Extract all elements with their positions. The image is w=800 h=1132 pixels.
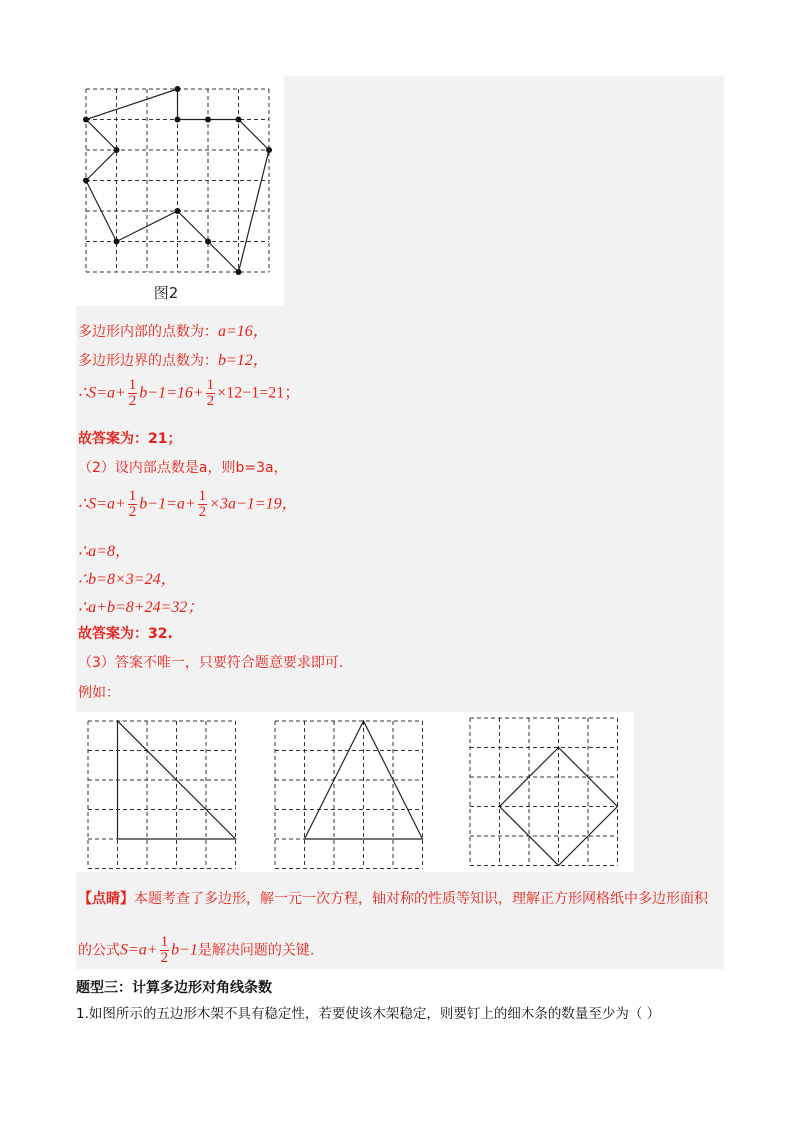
figure-2-vertex bbox=[205, 117, 211, 123]
example-grids bbox=[76, 712, 634, 872]
figure-2-vertex bbox=[83, 178, 89, 184]
figure-2-vertex bbox=[175, 117, 181, 123]
figure-2-vertex bbox=[83, 117, 89, 123]
question-1: 1.如图所示的五边形木架不具有稳定性，若要使该木架稳定，则要钉上的细木条的数量至少为（ ） bbox=[76, 1006, 661, 1022]
figure-2-vertex bbox=[175, 86, 181, 92]
figure-2-vertex bbox=[114, 239, 120, 245]
boundary-count: b=12， bbox=[218, 352, 269, 369]
comment-line-1: 【点睛】本题考查了多边形，解一元一次方程，轴对称的性质等知识，理解正方形网格纸中多边形面积 bbox=[78, 891, 708, 907]
answer-2: 故答案为：32. bbox=[78, 626, 173, 642]
comment-line-2: 的公式S=a+ $\frac{1}{2}$ b−1是解决问题的关键. bbox=[78, 934, 315, 966]
part-3: （3）答案不唯一，只要符合题意要求即可. bbox=[78, 655, 344, 671]
area-formula-line: ∴S=a+ $\frac{1}{2}$ b−1=16+ $\frac{1}{2}$ ×12−1=21； bbox=[78, 377, 301, 409]
interior-count: a=16， bbox=[218, 323, 269, 340]
example-figures bbox=[76, 712, 634, 872]
part-2-equation: ∴S=a+ $\frac{1}{2}$ b−1=a+ $\frac{1}{2}$ ×3a−1=19， bbox=[78, 488, 298, 520]
fraction-half: $\frac{1}{2}$ bbox=[128, 488, 137, 520]
example-label: 例如： bbox=[78, 685, 120, 701]
figure-2-vertex bbox=[205, 239, 211, 245]
solve-a: ∴a=8， bbox=[78, 543, 131, 560]
fraction-half: $\frac{1}{2}$ bbox=[128, 377, 137, 409]
fraction-half: $\frac{1}{2}$ bbox=[198, 488, 207, 520]
figure-2-vertex bbox=[114, 147, 120, 153]
part-2-setup: （2）设内部点数是a，则b=3a， bbox=[78, 460, 288, 476]
figure-2-vertex bbox=[266, 147, 272, 153]
comment-tag: 【点睛】 bbox=[78, 891, 134, 907]
solve-sum: ∴a+b=8+24=32； bbox=[78, 599, 204, 616]
solve-b: ∴b=8×3=24， bbox=[78, 571, 177, 588]
figure-2-grid bbox=[76, 76, 284, 306]
boundary-points-line: 多边形边界的点数为：b=12， bbox=[78, 352, 269, 369]
figure-2-vertex bbox=[236, 117, 242, 123]
figure-2-caption: 图2 bbox=[153, 284, 179, 302]
figure-2 bbox=[76, 76, 284, 306]
fraction-half: $\frac{1}{2}$ bbox=[206, 377, 215, 409]
interior-points-line: 多边形内部的点数为：a=16， bbox=[78, 323, 269, 340]
section-heading: 题型三：计算多边形对角线条数 bbox=[76, 980, 272, 996]
figure-2-vertex bbox=[175, 208, 181, 214]
figure-2-vertex bbox=[236, 269, 242, 275]
answer-1: 故答案为：21； bbox=[78, 431, 182, 447]
fraction-half: $\frac{1}{2}$ bbox=[160, 934, 169, 966]
